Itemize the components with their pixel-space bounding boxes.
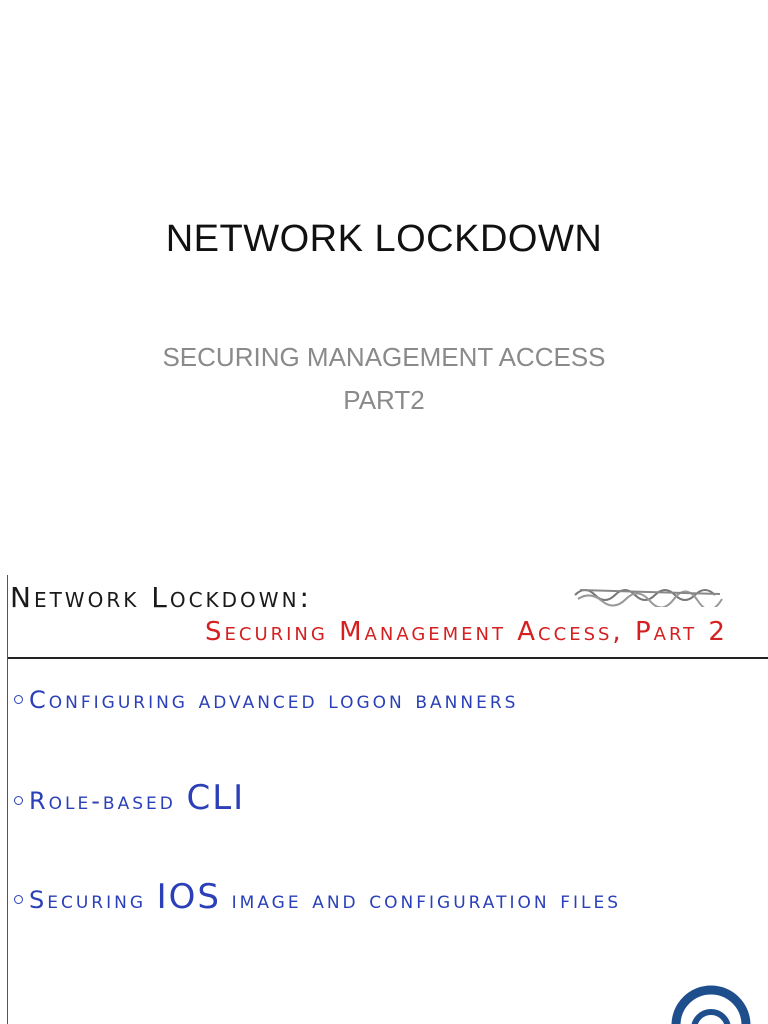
whiteboard-slide xyxy=(0,575,768,1024)
bullet-emphasis: CLI xyxy=(186,778,246,818)
whiteboard-heading: Network Lockdown: xyxy=(10,581,312,614)
slide-title: NETWORK LOCKDOWN xyxy=(165,218,603,260)
bullet-item xyxy=(14,877,621,917)
bullet-text-rest: image and configuration files xyxy=(221,886,621,914)
bullet-dot-icon xyxy=(14,895,23,904)
bullet-dot-icon xyxy=(14,796,23,805)
bullet-item xyxy=(14,677,518,717)
redacted-scribble-icon xyxy=(570,581,730,607)
subtitle-line-1: SECURING MANAGEMENT ACCESS xyxy=(162,342,606,372)
slide-subtitle xyxy=(0,336,768,422)
whiteboard-subheading: Securing Management Access, Part 2 xyxy=(205,617,728,647)
bullet-item xyxy=(14,778,245,818)
bullet-text: Role-based xyxy=(29,787,187,815)
subtitle-line-2: PART2 xyxy=(343,385,425,415)
logo-icon xyxy=(668,985,754,1024)
whiteboard-left-border xyxy=(7,575,8,1024)
bullet-text: Configuring xyxy=(29,686,199,714)
bullet-text-rest: advanced logon banners xyxy=(198,686,519,714)
bullet-dot-icon xyxy=(14,695,23,704)
heading-underline xyxy=(8,657,768,659)
bullet-text: Securing xyxy=(29,886,157,914)
bullet-emphasis: IOS xyxy=(156,877,222,917)
